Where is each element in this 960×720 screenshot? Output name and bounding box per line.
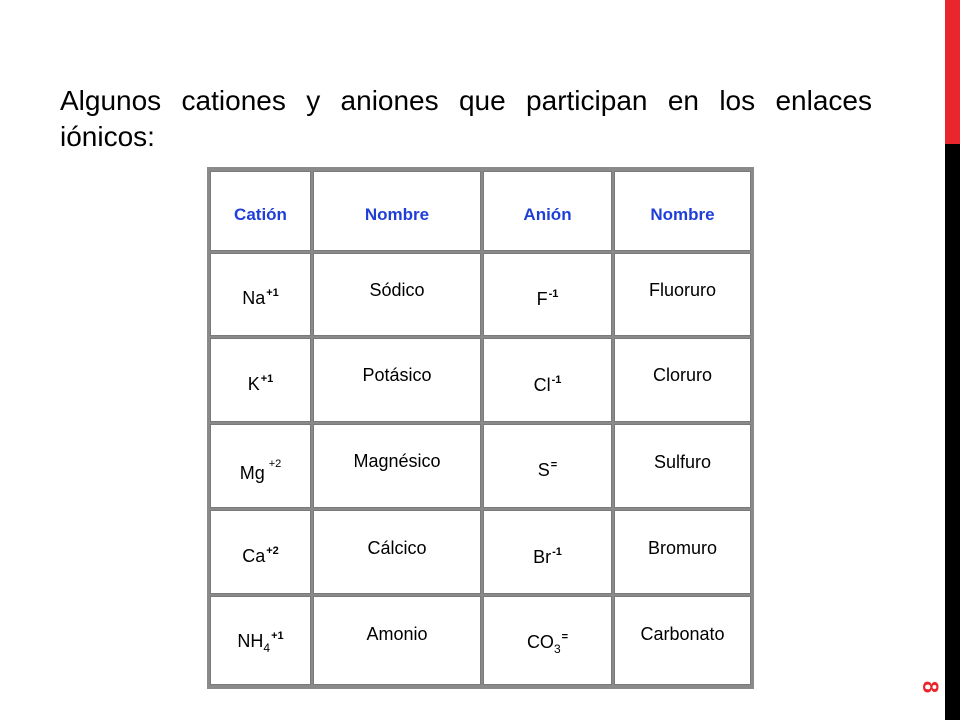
table-row-5-cation — [210, 596, 311, 685]
ions-table — [207, 167, 754, 689]
header-anion-name: Nombre — [614, 171, 751, 251]
table-row-3-cation — [210, 424, 311, 508]
table-row-3-cation-name: Magnésico — [313, 424, 481, 508]
table-row-5-cation-name: Amonio — [313, 596, 481, 685]
header-anion: Anión — [483, 171, 612, 251]
anion-symbol: S — [537, 460, 550, 480]
cation-charge: +1 — [260, 373, 274, 385]
slide-number: 8 — [918, 680, 943, 694]
anion-charge: -1 — [552, 546, 562, 558]
table-row-4-anion — [483, 510, 612, 594]
anion-charge: -1 — [551, 374, 562, 386]
anion-symbol: F — [536, 289, 548, 309]
anion-charge: -1 — [548, 288, 559, 300]
accent-bar-red — [945, 0, 960, 144]
table-row-4-anion-name: Bromuro — [614, 510, 751, 594]
accent-bar-black — [945, 144, 960, 720]
anion-symbol: Cl — [533, 375, 551, 395]
table-row-2-cation — [210, 338, 311, 422]
cation-symbol: NH — [237, 631, 264, 651]
table-row-1-cation — [210, 253, 311, 336]
cation-charge: +2 — [266, 545, 279, 557]
cation-charge: +1 — [271, 630, 284, 642]
table-row-4-cation-name: Cálcico — [313, 510, 481, 594]
table-row-2-cation-name: Potásico — [313, 338, 481, 422]
cation-symbol: Mg — [239, 463, 265, 483]
anion-symbol: Br — [533, 547, 552, 567]
table-row-3-anion — [483, 424, 612, 508]
table-row-4-cation — [210, 510, 311, 594]
header-cation-name: Nombre — [313, 171, 481, 251]
table-row-3-anion-name: Sulfuro — [614, 424, 751, 508]
slide-title: Algunos cationes y aniones que participan en los enlaces iónicos: — [60, 85, 872, 152]
anion-subscript: 3 — [553, 642, 561, 656]
table-row-2-anion-name: Cloruro — [614, 338, 751, 422]
cation-symbol: Ca — [242, 546, 266, 566]
table-row-1-cation-name: Sódico — [313, 253, 481, 336]
table-row-5-anion-name: Carbonato — [614, 596, 751, 685]
cation-symbol: K — [247, 374, 260, 394]
table-row-1-anion — [483, 253, 612, 336]
cation-charge: +1 — [266, 287, 279, 299]
table-row-2-anion — [483, 338, 612, 422]
cation-subscript: 4 — [263, 641, 271, 655]
table-row-1-anion-name: Fluoruro — [614, 253, 751, 336]
table-row-5-anion — [483, 596, 612, 685]
anion-charge: = — [561, 631, 569, 643]
anion-symbol: CO — [526, 632, 554, 652]
header-cation: Catión — [210, 171, 311, 251]
anion-charge: = — [550, 459, 558, 471]
cation-charge: +2 — [268, 458, 282, 470]
cation-symbol: Na — [242, 288, 266, 308]
